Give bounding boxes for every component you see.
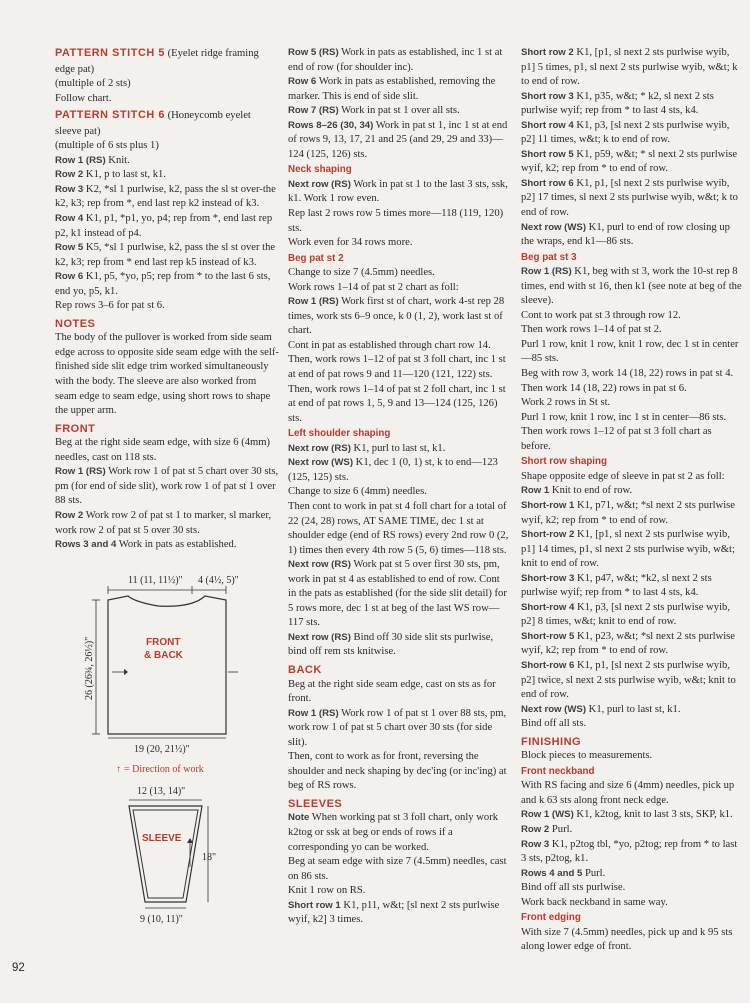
row-label: Row 1 [521, 485, 550, 497]
instruction-text: K1, p2tog tbl, *yo, p2tog; rep from * to last 3 sts, p2tog, k1. [521, 838, 738, 865]
instruction-text: (multiple of 6 sts plus 1) [55, 140, 159, 152]
row-label: Row 6 [55, 271, 84, 283]
heading-text: PATTERN STITCH 6 [55, 109, 165, 122]
instruction-paragraph [55, 538, 279, 553]
instruction-paragraph [55, 509, 279, 538]
instruction-text: K1, p1, [sl next 2 sts purlwise wyib, p2] twice, sl next 2 sts purlwise wyib, w&t; knit to end of row. [521, 659, 736, 701]
instruction-text: Then, cont to work as for front, reversing the shoulder and neck shaping by dec'ing (or inc'ing) at beg of RS rows. [288, 751, 507, 792]
instruction-text: (multiple of 2 sts) [55, 78, 131, 90]
instruction-text: Beg at the right side seam edge, with size 6 (4mm) needles, cast on 118 sts. [55, 437, 271, 463]
instruction-text: K1, beg with st 3, work the 10-st rep 8 times, end with st 16, then k1 (see note at beg of the sleeve). [521, 266, 742, 307]
instruction-text: Bind off all sts. [521, 718, 587, 730]
sleeve-bottom-width-label: 9 (10, 11)" [140, 914, 183, 925]
instruction-text: K1, purl to end of row closing up the wraps, end k1—86 sts. [521, 221, 730, 248]
instruction-paragraph [288, 485, 510, 500]
instruction-text: K1, p23, w&t; *sl next 2 sts purlwise wyif, k2; rep from * to end of row. [521, 630, 735, 657]
instruction-text: Work rows 1–14 of pat st 2 chart as foll: [288, 281, 459, 293]
instruction-paragraph [521, 749, 743, 764]
instruction-paragraph [288, 266, 510, 281]
subsection-heading: Neck shaping [288, 164, 352, 176]
row-label: Short row 3 [521, 90, 574, 102]
row-label: Short row 2 [521, 47, 574, 58]
row-label: Next row (RS) [288, 442, 351, 454]
sleeve-outline-inner [133, 810, 198, 898]
direction-legend [116, 764, 204, 775]
schematic-diagrams [40, 572, 280, 932]
instruction-paragraph [521, 881, 743, 896]
instruction-paragraph [521, 703, 743, 718]
row-label: Short-row 1 [521, 499, 575, 511]
instruction-paragraph [288, 295, 510, 339]
instruction-text: K1, purl to last st, k1. [586, 703, 681, 715]
instruction-paragraph [521, 630, 743, 659]
section-heading [288, 797, 510, 812]
instruction-text: K1, p59, w&t; * sl next 2 sts purlwise wyif, k2; rep from * to end of row. [521, 148, 738, 175]
instruction-text: K1, [p1, sl next 2 sts purlwise wyib, p1] 14 times, p1, sl next 2 sts purlwise wyib, w&t; knit to end of row. [521, 529, 735, 570]
instruction-text: Beg at seam edge with size 7 (4.5mm) needles, cast on 86 sts. [288, 856, 507, 882]
heading-description: (Honeycomb eyelet sleeve pat) [55, 110, 251, 137]
row-label: Short-row 5 [521, 630, 575, 642]
instruction-text: Work row 2 of pat st 1 to marker, sl marker, work row 2 of pat st 5 over 30 sts. [55, 509, 272, 536]
instruction-paragraph [288, 119, 510, 163]
row-label: Short row 4 [521, 119, 574, 131]
front-shoulder-label: 4 (4½, 5)" [198, 575, 239, 586]
instruction-paragraph [55, 270, 279, 299]
instruction-text: K1, p35, w&t; * k2, sl next 2 sts purlwise wyif; rep from * to last 4 sts, k4. [521, 90, 714, 117]
instruction-text: Follow chart. [55, 92, 112, 104]
instruction-paragraph [288, 899, 510, 928]
instruction-paragraph [521, 659, 743, 703]
column-right [521, 46, 743, 955]
instruction-paragraph [288, 236, 510, 251]
instruction-text: Knit 1 row on RS. [288, 885, 366, 897]
instruction-text: Block pieces to measurements. [521, 750, 653, 762]
instruction-text: Beg with row 3, work 14 (18, 22) rows in pat st 4. [521, 368, 734, 380]
sleeve-height-label: 18" [202, 852, 217, 863]
heading-text: NOTES [55, 317, 96, 330]
instruction-paragraph [288, 884, 510, 899]
subsection-heading: Front neckband [521, 765, 595, 777]
instruction-text: K1, purl to last st, k1. [350, 442, 446, 454]
sleeve-schematic [129, 786, 216, 925]
spacer [288, 660, 510, 662]
instruction-text: K1, p to last st, k1. [83, 169, 166, 181]
sleeve-direction-arrowhead [187, 838, 193, 843]
instruction-paragraph [55, 436, 279, 465]
front-height-label: 26 (26¾, 26½)" [84, 636, 95, 700]
row-label: Short-row 3 [521, 572, 575, 584]
instruction-paragraph [288, 46, 510, 75]
row-label: Row 1 (RS) [288, 296, 339, 308]
instruction-paragraph [521, 499, 743, 528]
heading-description: (Eyelet ridge framing edge pat) [55, 48, 259, 75]
instruction-text: Bind off 30 side slit sts purlwise, bind off rem sts knitwise. [288, 631, 494, 658]
instruction-paragraph [288, 811, 510, 855]
instruction-paragraph [55, 154, 279, 169]
instruction-paragraph [55, 465, 279, 509]
row-label: Short-row 4 [521, 601, 575, 613]
row-label: Short-row 2 [521, 529, 575, 541]
instruction-paragraph [55, 241, 279, 270]
section-heading [521, 735, 743, 750]
instruction-text: Then cont to work in pat st 4 foll chart for a total of 22 (24, 28) rows, AT SAME TIME, dec 1 st at shoulder edge (end of RS rows) every 2nd row 0 (2, 1) times then every 4th row 5 (5, 6) times—118 sts. [288, 500, 509, 556]
instruction-text: K1, p1, *p1, yo, p4; rep from *, end last rep p2, k1 instead of p4. [55, 213, 273, 239]
instruction-paragraph [521, 411, 743, 426]
row-label: Row 5 [55, 242, 84, 254]
instruction-paragraph [521, 396, 743, 411]
spacer [521, 732, 743, 734]
subsection-heading: Left shoulder shaping [288, 428, 391, 440]
instruction-text: Work pat st 5 over first 30 sts, pm, work in pat st 4 as established to end of row. Cont in the pats as established (for the side slit detail) for 5 rows more, dec 1 st at beg of the last WS row—117 sts. [288, 559, 507, 629]
instruction-text: Shape opposite edge of sleeve in pat st 2 as foll: [521, 470, 725, 482]
instruction-paragraph [521, 177, 743, 221]
row-label: Row 5 (RS) [288, 47, 339, 58]
instruction-text: K1, dec 1 (0, 1) st, k to end—123 (125, 125) sts. [288, 457, 498, 483]
row-label: Row 1 (RS) [288, 707, 339, 719]
instruction-text: Work in pat st 1, inc 1 st at end of rows 9, 13, 17, 21 and 25 (and 29, 29 and 33)—124 (125, 126) sts. [288, 119, 508, 160]
instruction-text: K5, *sl 1 purlwise, k2, pass the sl st over the k2, k3; rep from * end last rep k5 instead of k3. [55, 242, 276, 268]
instruction-text: K1, p1, [sl next 2 sts purlwise wyib, p2] 17 times, sl next 2 sts purlwise wyib, w&t; k to end of row. [521, 177, 738, 219]
instruction-paragraph [521, 425, 743, 454]
section-heading [55, 108, 279, 139]
instruction-paragraph [288, 707, 510, 751]
instruction-text: Work even for 34 rows more. [288, 237, 413, 249]
instruction-text: Work in pat st 1 to the last 3 sts, ssk, k1. Work 1 row even. [288, 178, 508, 205]
row-label: Next row (RS) [288, 178, 351, 190]
instruction-paragraph [55, 299, 279, 314]
instruction-text: K1, p3, [sl next 2 sts purlwise wyib, p2] 11 times, w&t; k to end of row. [521, 119, 730, 146]
row-label: Row 3 [521, 838, 550, 850]
instruction-paragraph [55, 77, 279, 92]
sleeve-label: SLEEVE [142, 833, 182, 844]
row-label: Row 7 (RS) [288, 105, 339, 117]
instruction-paragraph [521, 309, 743, 324]
instruction-text: Work in pats as established. [116, 539, 237, 551]
instruction-paragraph [521, 779, 743, 808]
instruction-text: K1, [p1, sl next 2 sts purlwise wyib, p1] 5 times, p1, sl next 2 sts purlwise wyib, w&t; k to end of row. [521, 47, 738, 88]
row-label: Next row (WS) [521, 703, 587, 715]
subsection-heading: Front edging [521, 912, 581, 924]
column-left [55, 46, 279, 553]
instruction-text: Work row 1 of pat st 1 over 88 sts, pm, work row 1 of pat st 5 chart over 30 sts (for side slit). [288, 707, 507, 748]
instruction-paragraph [288, 500, 510, 558]
row-label: Next row (RS) [288, 559, 351, 571]
instruction-paragraph [521, 90, 743, 119]
instruction-text: Work row 1 of pat st 5 chart over 30 sts, pm (for end of side slit), work row 1 of pat st 1 over 88 sts. [55, 466, 279, 507]
instruction-text: Rep last 2 rows row 5 times more—118 (119, 120) sts. [288, 208, 504, 234]
instruction-paragraph [521, 808, 743, 823]
front-back-schematic [84, 575, 239, 755]
row-label: Rows 8–26 (30, 34) [288, 119, 374, 131]
instruction-paragraph [55, 212, 279, 241]
instruction-text: K1, k2tog, knit to last 3 sts, SKP, k1. [573, 809, 733, 821]
instruction-paragraph [55, 92, 279, 107]
instruction-paragraph [288, 631, 510, 660]
instruction-text: Then work rows 1–14 of pat st 2. [521, 324, 662, 336]
row-label: Row 1 (RS) [55, 466, 106, 478]
row-label: Note [288, 812, 310, 824]
instruction-paragraph [55, 139, 279, 154]
instruction-text: The body of the pullover is worked from side seam edge across to opposite side seam edge with the self-finished side slit edge trim worked simultaneously with the body. The sleeve are also worked from seam edge to seam edge, using short rows to shape the upper arm. [55, 332, 279, 417]
instruction-paragraph [288, 281, 510, 296]
instruction-paragraph [288, 207, 510, 236]
instruction-paragraph [521, 484, 743, 499]
column-middle [288, 46, 510, 928]
instruction-paragraph [55, 168, 279, 183]
row-label: Short row 5 [521, 148, 574, 160]
instruction-text: With size 7 (4.5mm) needles, pick up and k 95 sts along lower edge of front. [521, 926, 733, 953]
instruction-paragraph [521, 382, 743, 397]
row-label: Rows 3 and 4 [55, 539, 117, 551]
instruction-text: K1, p11, w&t; [sl next 2 sts purlwise wyif, k2] 3 times. [288, 899, 500, 926]
instruction-text: Knit. [105, 154, 130, 166]
spacer [55, 419, 279, 421]
instruction-paragraph [288, 855, 510, 884]
instruction-paragraph [521, 148, 743, 177]
instruction-text: Cont in pat as established through chart row 14. Then, work rows 1–12 of pat st 3 foll chart, inc 1 st at end of pat rows 9 and 11—120 (121, 122) sts. Then, work rows 1–14 of pat st 2 foll chart, inc 1 st at end of pat rows 1, 5, 9 and 13—124 (125, 126) sts. [288, 339, 506, 424]
instruction-paragraph [288, 104, 510, 119]
instruction-text: When working pat st 3 foll chart, only work k2tog or ssk at beg or ends of rows if a corresponding yo can be worked. [288, 812, 499, 853]
instruction-text: K2, *sl 1 purlwise, k2, pass the sl st over-the k2, k3; rep from *, end last rep k2 instead of k3. [55, 183, 276, 210]
instruction-paragraph [288, 456, 510, 485]
front-top-width-label: 11 (11, 11½)" [128, 575, 183, 586]
row-label: Short row 6 [521, 177, 574, 189]
instruction-paragraph [288, 442, 510, 457]
spacer [288, 794, 510, 796]
instruction-paragraph [55, 183, 279, 212]
instruction-paragraph [521, 265, 743, 309]
instruction-paragraph [521, 221, 743, 250]
row-label: Rows 4 and 5 [521, 867, 583, 879]
instruction-paragraph [55, 331, 279, 418]
instruction-paragraph [521, 470, 743, 485]
row-label: Row 4 [55, 213, 84, 225]
instruction-paragraph [521, 867, 743, 882]
row-label: Row 2 [521, 823, 550, 835]
instruction-paragraph [288, 75, 510, 104]
instruction-text: Work in pats as established, removing the marker. This is end of side slit. [288, 76, 496, 102]
instruction-text: Then work rows 1–12 of pat st 3 foll chart as before. [521, 426, 712, 452]
row-label: Row 6 [288, 76, 317, 88]
instruction-text: Purl. [549, 823, 573, 835]
instruction-paragraph [521, 896, 743, 911]
row-label: Row 3 [55, 183, 84, 195]
instruction-text: K1, p71, w&t; *sl next 2 sts purlwise wyif, k2; rep from * to end of row. [521, 499, 735, 526]
instruction-text: Work in pats as established, inc 1 st at end of row (for shoulder inc). [288, 47, 503, 73]
instruction-paragraph [521, 717, 743, 732]
spacer [55, 314, 279, 316]
direction-legend-label: = Direction of work [124, 764, 204, 775]
instruction-paragraph [288, 750, 510, 794]
instruction-paragraph [288, 678, 510, 707]
front-direction-arrowhead [124, 669, 128, 675]
instruction-text: Work first st of chart, work 4-st rep 28 times, work sts 6–9 once, k 0 (1, 2), work last st of chart. [288, 296, 505, 337]
section-heading [55, 317, 279, 332]
sleeve-outline-outer [129, 806, 202, 902]
instruction-paragraph [521, 119, 743, 148]
section-heading [55, 422, 279, 437]
instruction-text: Change to size 6 (4mm) needles. [288, 486, 427, 498]
instruction-text: K1, p3, [sl next 2 sts purlwise wyib, p2] 8 times, w&t; knit to end of row. [521, 601, 730, 628]
instruction-text: With RS facing and size 6 (4mm) needles, pick up and k 63 sts along front neck edge. [521, 780, 735, 806]
front-label: FRONT [146, 637, 181, 648]
instruction-text: Cont to work pat st 3 through row 12. [521, 309, 681, 321]
front-back-outline [108, 596, 226, 734]
instruction-text: Purl 1 row, knit 1 row, knit 1 row, dec 1 st in center—85 sts. [521, 338, 739, 365]
heading-text: FRONT [55, 422, 96, 435]
instruction-text: K1, p47, w&t; *k2, sl next 2 sts purlwise wyif; rep from * to last 4 sts, k4. [521, 572, 712, 599]
instruction-paragraph [521, 46, 743, 90]
page-number: 92 [12, 962, 25, 974]
instruction-paragraph [521, 926, 743, 955]
instruction-text: Purl 1 row, knit 1 row, inc 1 st in center—86 sts. [521, 411, 727, 423]
instruction-text: Then work 14 (18, 22) rows in pat st 6. [521, 382, 687, 394]
instruction-text: Work in pat st 1 over all sts. [338, 105, 460, 117]
heading-text: BACK [288, 663, 322, 676]
instruction-text: K1, p5, *yo, p5; rep from * to the last 6 sts, end yo, p5, k1. [55, 271, 271, 297]
sleeve-top-width-label: 12 (13, 14)" [137, 786, 186, 797]
front-label-back: & BACK [144, 650, 183, 661]
front-bottom-width-label: 19 (20, 21½)" [134, 744, 190, 755]
section-heading [55, 46, 279, 77]
row-label: Next row (WS) [521, 221, 587, 233]
instruction-paragraph [521, 838, 743, 867]
row-label: Next row (RS) [288, 631, 351, 643]
subsection-heading: Short row shaping [521, 456, 607, 468]
instruction-text: Change to size 7 (4.5mm) needles. [288, 267, 435, 279]
instruction-text: Work 2 rows in St st. [521, 397, 611, 409]
instruction-text: Bind off all sts purlwise. [521, 882, 626, 894]
row-label: Short row 1 [288, 899, 341, 911]
instruction-paragraph [288, 558, 510, 631]
heading-text: FINISHING [521, 735, 582, 748]
heading-text: PATTERN STITCH 5 [55, 47, 165, 59]
instruction-paragraph [521, 367, 743, 382]
schematic-svg [40, 572, 280, 932]
instruction-paragraph [521, 572, 743, 601]
instruction-text: Beg at the right side seam edge, cast on sts as for front. [288, 678, 496, 705]
subsection-heading: Beg pat st 2 [288, 252, 344, 264]
row-label: Short-row 6 [521, 659, 575, 671]
row-label: Next row (WS) [288, 457, 354, 469]
section-heading [288, 663, 510, 678]
row-label: Row 2 [55, 169, 84, 181]
row-label: Row 1 (RS) [521, 266, 572, 278]
instruction-paragraph [288, 178, 510, 207]
row-label: Row 1 (RS) [55, 154, 106, 166]
instruction-paragraph [521, 528, 743, 572]
heading-text: SLEEVES [288, 797, 343, 810]
instruction-paragraph [521, 338, 743, 367]
row-label: Row 1 (WS) [521, 809, 574, 821]
direction-arrow-icon: ↑ [116, 764, 121, 775]
instruction-paragraph [288, 339, 510, 426]
instruction-paragraph [521, 601, 743, 630]
instruction-text: Knit to end of row. [549, 485, 633, 497]
instruction-text: Purl. [582, 867, 606, 879]
instruction-text: Rep rows 3–6 for pat st 6. [55, 300, 165, 312]
instruction-text: Work back neckband in same way. [521, 896, 668, 908]
row-label: Row 2 [55, 509, 84, 521]
instruction-paragraph [521, 823, 743, 838]
instruction-paragraph [521, 323, 743, 338]
subsection-heading: Beg pat st 3 [521, 251, 577, 263]
